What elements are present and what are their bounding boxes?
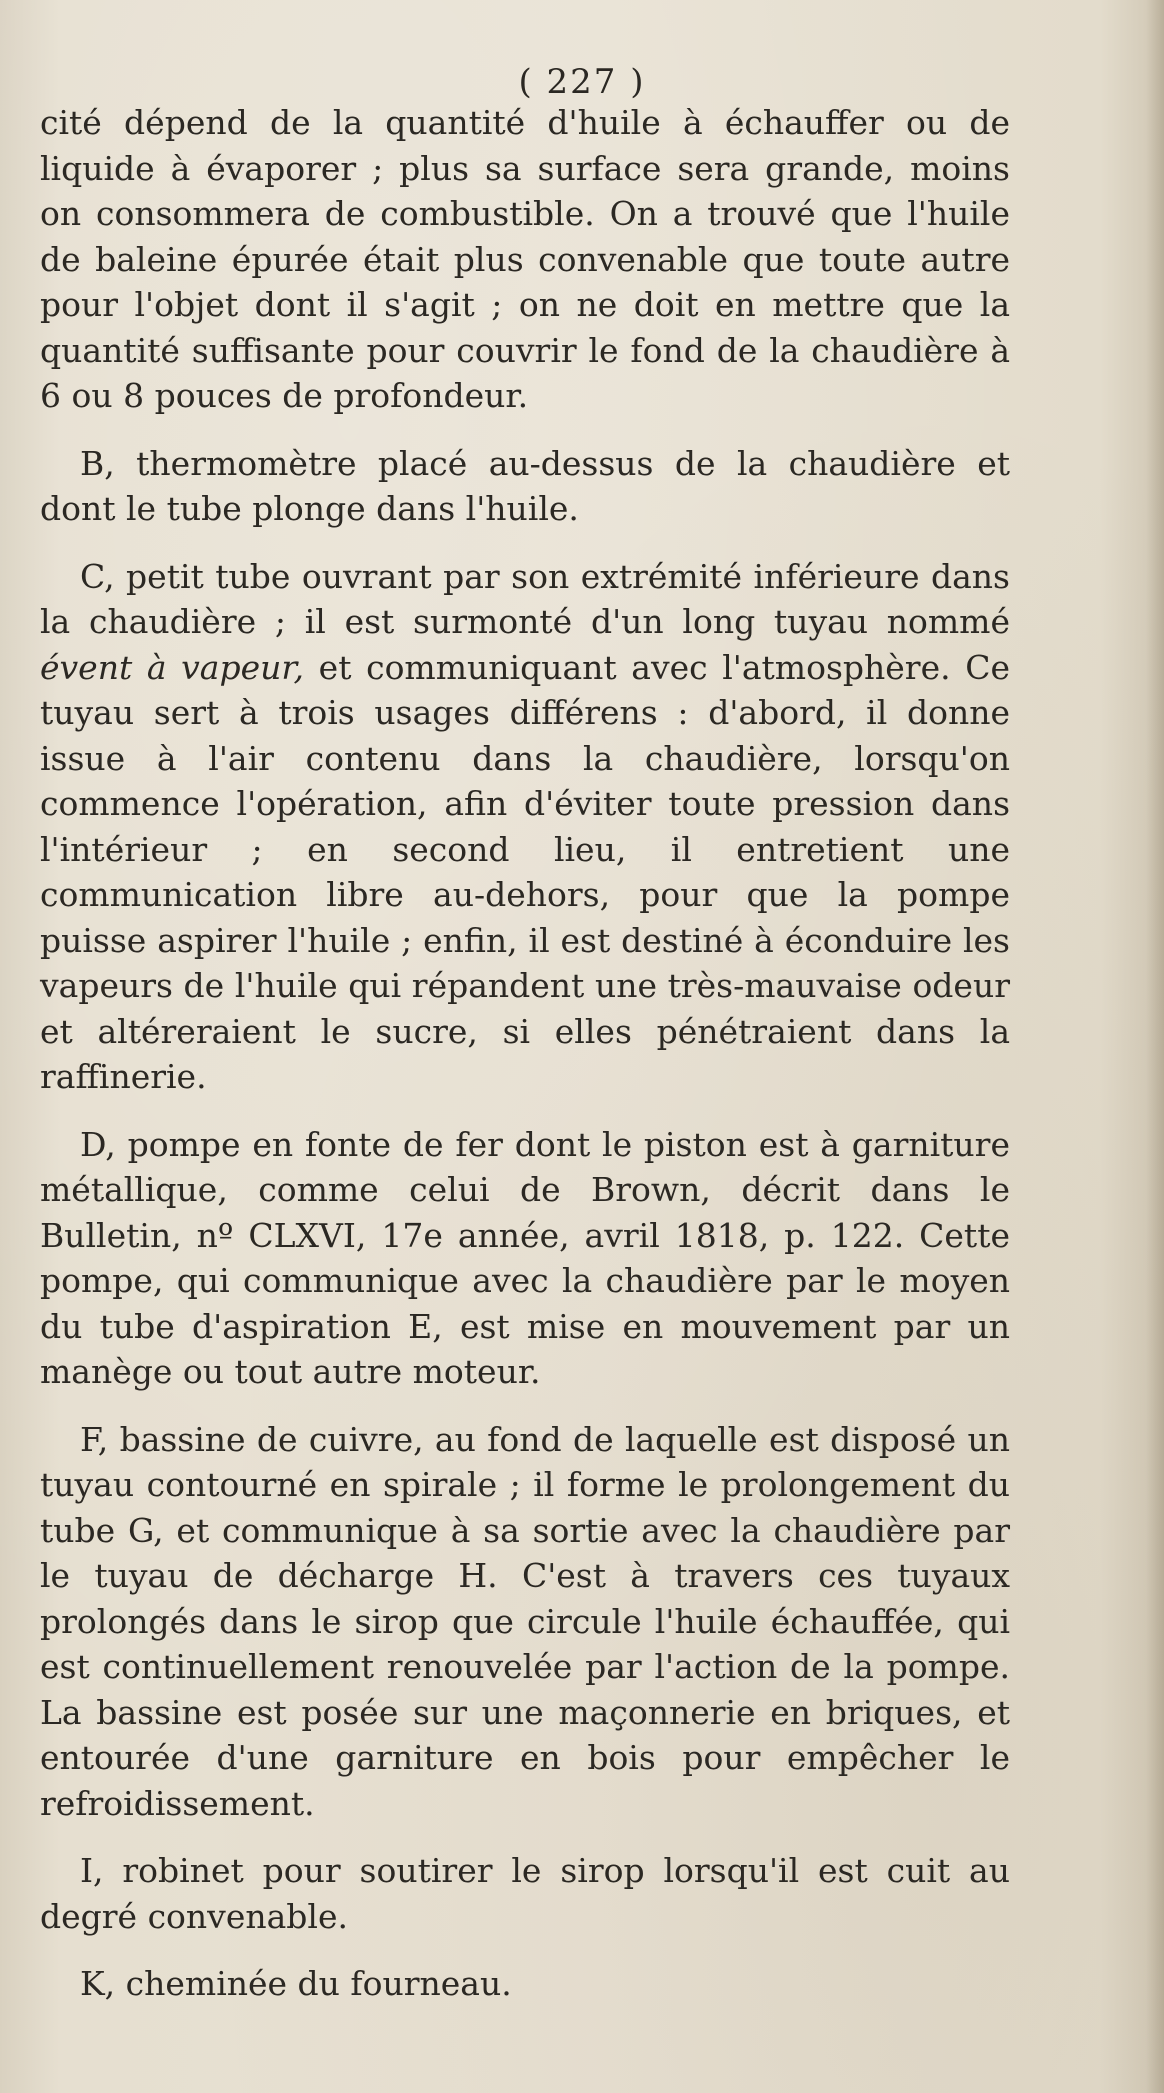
paragraph-petit-tube-text-start: C, petit tube ouvrant par son extrémité inférieure dans la chaudière ; il est surmonté d'un long tuyau nommé (40, 556, 1010, 641)
page-body (40, 100, 1010, 2029)
paragraph-thermometre: B, thermomètre placé au-dessus de la chaudière et dont le tube plonge dans l'huile. (40, 443, 1010, 528)
paragraph-petit-tube-text-end: et communiquant avec l'atmosphère. Ce tuyau sert à trois usages différens : d'abord, il donne issue à l'air contenu dans la chaudière, lorsqu'on commence l'opération, afin d'éviter toute pression dans l'intérieur ; en second lieu, il entretient une communication libre au-dehors, pour que la pompe puisse aspirer l'huile ; enfin, il est destiné à éconduire les vapeurs de l'huile qui répandent une très-mauvaise odeur et altéreraient le sucre, si elles pénétraient dans la raffinerie. (40, 647, 1011, 1096)
paragraph-robinet: I, robinet pour soutirer le sirop lorsqu'il est cuit au degré convenable. (40, 1851, 1010, 1936)
paragraph-petit-tube (40, 554, 1010, 1100)
page-number: ( 227 ) (518, 62, 646, 102)
italic-term-event-a-vapeur: évent à vapeur, (40, 647, 305, 687)
paragraph-cheminee: K, cheminée du fourneau. (80, 1964, 512, 2003)
paragraph-pompe: D, pompe en fonte de fer dont le piston est à garniture métallique, comme celui de Brown, décrit dans le Bulletin, nº CLXVI, 17e année, avril 1818, p. 122. Cette pompe, qui communique avec la chaudière par le moyen du tube d'aspiration E, est mise en mouvement par un manège ou tout autre moteur. (40, 1124, 1010, 1391)
page-edge-shadow (1146, 0, 1164, 2093)
paragraph-continuation: cité dépend de la quantité d'huile à échauffer ou de liquide à évaporer ; plus sa surface sera grande, moins on consommera de combustible. On a trouvé que l'huile de baleine épurée était plus convenable que toute autre pour l'objet dont il s'agit ; on ne doit en mettre que la quantité suffisante pour couvrir le fond de la chaudière à 6 ou 8 pouces de profondeur. (40, 103, 1010, 415)
paragraph-bassine: F, bassine de cuivre, au fond de laquelle est disposé un tuyau contourné en spirale ; il forme le prolongement du tube G, et communique à sa sortie avec la chaudière par le tuyau de décharge H. C'est à travers ces tuyaux prolongés dans le sirop que circule l'huile échauffée, qui est continuellement renouvelée par l'action de la pompe. La bassine est posée sur une maçonnerie en briques, et entourée d'une garniture en bois pour empêcher le refroidissement. (40, 1419, 1010, 1823)
